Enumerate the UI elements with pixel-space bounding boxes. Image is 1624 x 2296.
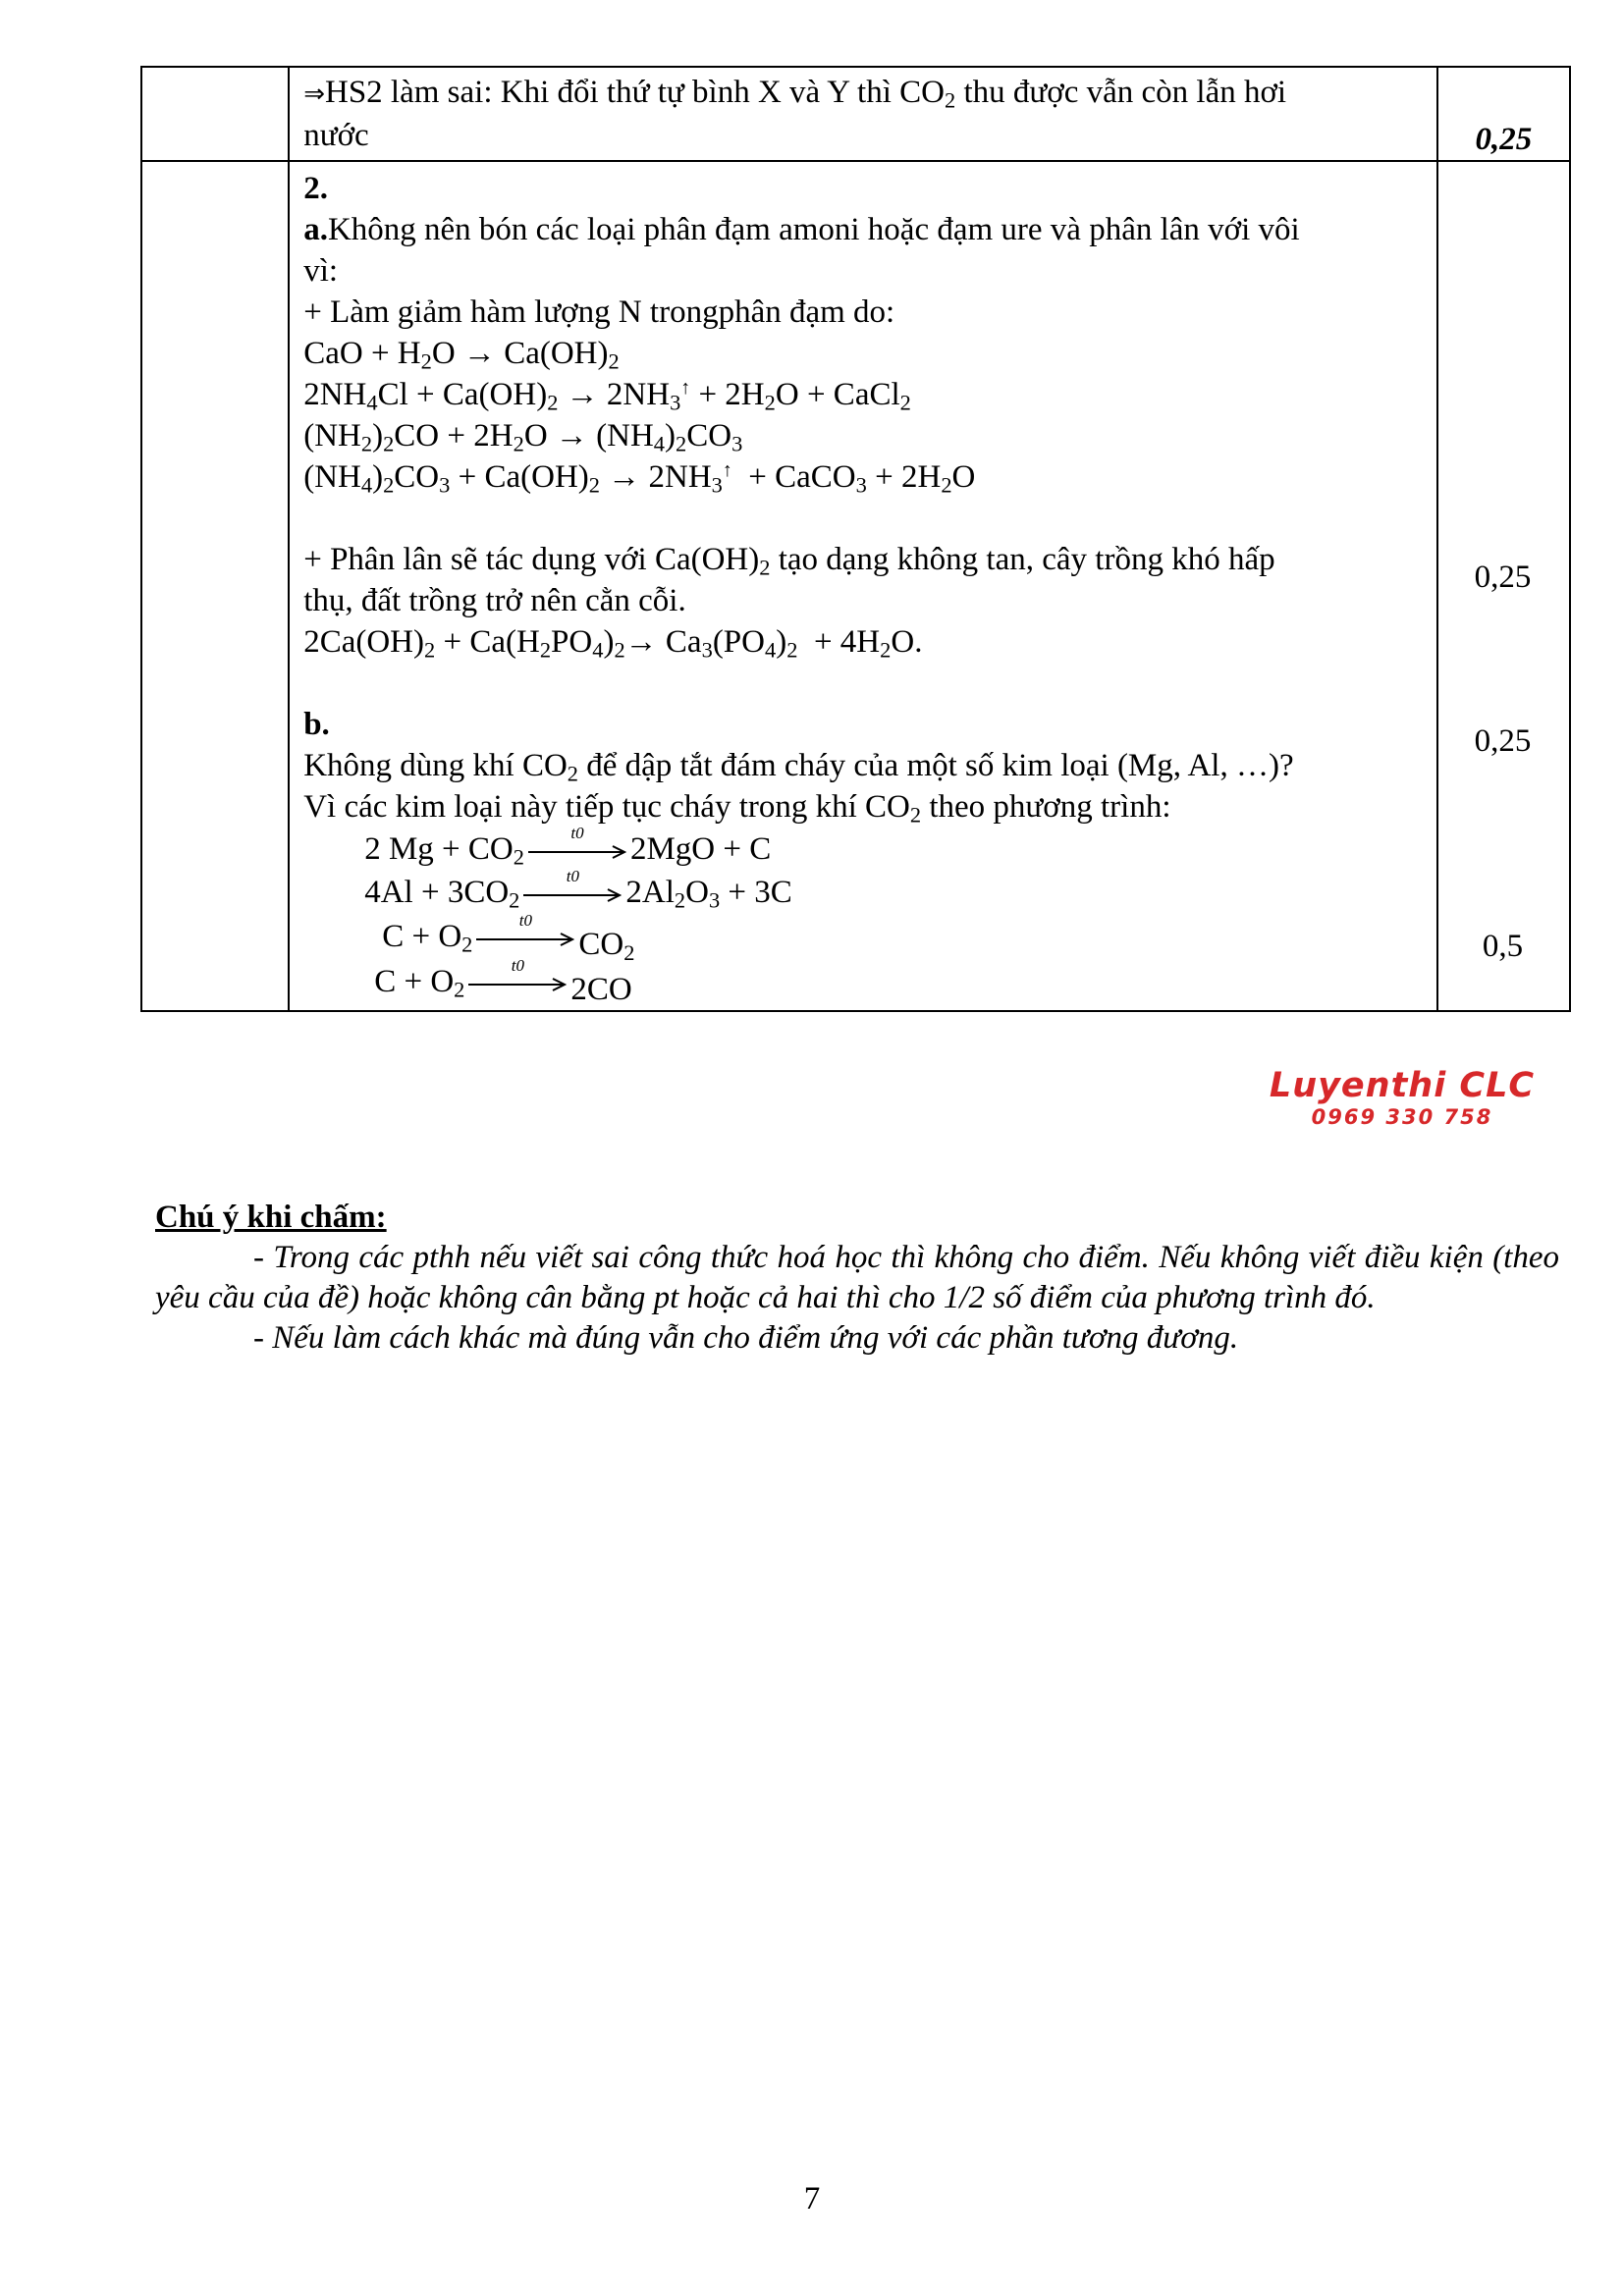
part-b-line-1: Không dùng khí $CO_2$ để dập tắt đám cháy của một số kim loại (Mg, Al, …)? [303,748,1294,786]
equation-1: CaO + $H_2O \to Ca(OH)_2$ [303,336,620,374]
grading-notes [155,1198,1559,1359]
notes-paragraph-2: - Nếu làm cách khác mà đúng vẫn cho điểm ứng với các phần tương đương. [253,1320,1239,1356]
score-value: 0,25 [1474,560,1532,595]
hs2-line-2: nước [303,118,369,153]
logo-name: Luyenthi CLC [1269,1066,1536,1105]
score-value: 0,25 [1475,122,1533,157]
question-number-cell [141,67,289,161]
score-cell [1437,161,1570,1011]
hs2-line-1: ⇒HS2 làm sai: Khi đổi thứ tự bình X và Y thì $CO_2$ thu được vẫn còn lẫn hơi [303,75,1287,113]
question-number-cell [141,161,289,1011]
answer-cell [289,161,1437,1011]
score-value: 0,25 [1474,723,1532,759]
equation-8: $C + O_2$ t0 $CO_2$ [382,911,635,965]
reaction-arrow-icon: t0 [468,969,567,998]
equation-7: $4Al + 3CO_2$ t0 $2Al_2O_3 + 3C$ [364,867,792,913]
equation-6: 2 $Mg + CO_2$ t0 2MgO + C [364,824,772,870]
logo-phone: 0969 330 758 [1311,1105,1493,1129]
equation-5: $2Ca(OH)_2 + Ca(H_2PO_4)_2\to Ca_3(PO_4)_2 + 4H_2O$. [303,624,923,663]
reaction-arrow-icon: t0 [476,924,574,953]
score-value: 0,5 [1482,929,1524,964]
equation-2: $2NH_4Cl + Ca(OH)_2 \to 2NH_3^↑ + 2H_2O$ + CaCl$_2$ [303,377,911,415]
table-row-hs2 [141,67,1570,161]
implies-arrow-icon: ⇒ [303,80,325,109]
part-b-line-2: Vì các kim loại này tiếp tục cháy trong khí $CO_2$ theo phương trình: [303,789,1171,828]
page-number: 7 [803,2181,821,2216]
part-a-line-1: a.Không nên bón các loại phân đạm amoni hoặc đạm ure và phân lân với vôi [303,212,1300,247]
part-b-heading: b. [303,707,330,742]
notes-heading: Chú ý khi chấm: [155,1200,387,1235]
notes-paragraph-1: - Trong các pthh nếu viết sai công thức hoá học thì không cho điểm. Nếu không viết điều kiện (theo yêu cầu của đề) hoặc không cân bằng pt hoặc cả hai thì cho 1/2 số điểm của phương trình đó. [155,1240,1559,1315]
section-heading: 2. [303,171,328,206]
table-row-question-2 [141,161,1570,1011]
equation-4: $(NH_4)_2CO_3 + Ca(OH)_2 \to 2NH_3^↑$ + CaCO$_3$ + $2H_2O$ [303,459,976,498]
equation-9: $C + O_2$ t0 2CO [374,956,632,1007]
reason-2-line-1: + Phân lân sẽ tác dụng với $Ca(OH)_2$ tạo dạng không tan, cây trồng khó hấp [303,542,1275,580]
equation-3: $(NH_2)_2CO + 2H_2O \to (NH_4)_2CO_3$ [303,418,743,456]
reaction-arrow-icon: t0 [528,836,626,866]
reaction-arrow-icon: t0 [523,880,622,909]
reason-1: + Làm giảm hàm lượng N trongphân đạm do: [303,294,895,330]
part-a-line-2: vì: [303,253,339,289]
reason-2-line-2: thụ, đất trồng trở nên cằn cỗi. [303,583,686,618]
score-cell [1437,67,1570,161]
luyenthi-logo [1245,1066,1559,1129]
answer-cell [289,67,1437,161]
answer-table [140,66,1571,1012]
